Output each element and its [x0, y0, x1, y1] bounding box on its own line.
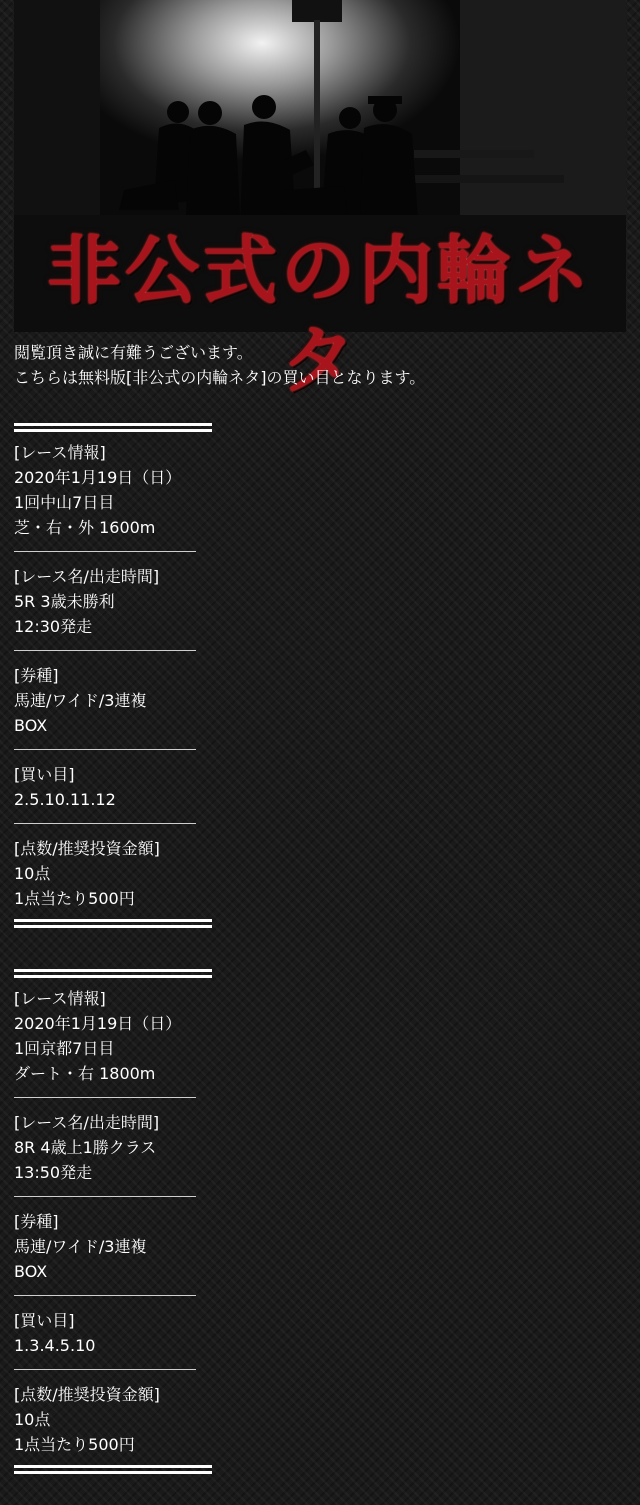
- intro-greeting: 閲覧頂き誠に有難うございます。: [14, 343, 253, 362]
- race-info-heading: [レース情報]: [14, 443, 106, 462]
- picks: 2.5.10.11.12: [14, 790, 116, 809]
- divider: [14, 1358, 614, 1382]
- amount: 1点当たり500円: [14, 889, 135, 908]
- race-date: 2020年1月19日（日）: [14, 468, 182, 487]
- divider: [14, 1284, 614, 1308]
- ticket-types: 馬連/ワイド/3連複: [14, 1237, 147, 1256]
- race-start-time: 13:50発走: [14, 1163, 93, 1182]
- race-name-heading: [レース名/出走時間]: [14, 567, 160, 586]
- main-content: [14, 340, 614, 1482]
- double-rule: [14, 961, 614, 986]
- double-rule: [14, 415, 614, 440]
- race-date: 2020年1月19日（日）: [14, 1014, 182, 1033]
- race-start-time: 12:30発走: [14, 617, 93, 636]
- double-rule: [14, 911, 614, 936]
- race-name: 5R 3歳未勝利: [14, 592, 115, 611]
- ticket-style: BOX: [14, 1262, 48, 1281]
- divider: [14, 812, 614, 836]
- picks-heading: [買い目]: [14, 1311, 75, 1330]
- points: 10点: [14, 1410, 51, 1429]
- divider: [14, 738, 614, 762]
- points: 10点: [14, 864, 51, 883]
- double-rule: [14, 1457, 614, 1482]
- intro-description: こちらは無料版[非公式の内輪ネタ]の買い目となります。: [14, 368, 426, 387]
- divider: [14, 639, 614, 663]
- banner-title: 非公式の内輪ネタ: [47, 228, 593, 404]
- race-block: [14, 415, 614, 936]
- amount-heading: [点数/推奨投資金額]: [14, 1385, 160, 1404]
- race-course: 芝・右・外 1600m: [14, 518, 156, 537]
- race-name: 8R 4歳上1勝クラス: [14, 1138, 157, 1157]
- divider: [14, 1086, 614, 1110]
- amount: 1点当たり500円: [14, 1435, 135, 1454]
- picks: 1.3.4.5.10: [14, 1336, 96, 1355]
- ticket-types: 馬連/ワイド/3連複: [14, 691, 147, 710]
- race-course: ダート・右 1800m: [14, 1064, 156, 1083]
- race-block: [14, 961, 614, 1482]
- ticket-type-heading: [券種]: [14, 666, 59, 685]
- race-info-heading: [レース情報]: [14, 989, 106, 1008]
- divider: [14, 1185, 614, 1209]
- race-venue: 1回京都7日目: [14, 1039, 115, 1058]
- race-venue: 1回中山7日目: [14, 493, 115, 512]
- spacer: [14, 936, 614, 961]
- race-name-heading: [レース名/出走時間]: [14, 1113, 160, 1132]
- ticket-type-heading: [券種]: [14, 1212, 59, 1231]
- picks-heading: [買い目]: [14, 765, 75, 784]
- amount-heading: [点数/推奨投資金額]: [14, 839, 160, 858]
- ticket-style: BOX: [14, 716, 48, 735]
- divider: [14, 540, 614, 564]
- spacer: [14, 390, 614, 415]
